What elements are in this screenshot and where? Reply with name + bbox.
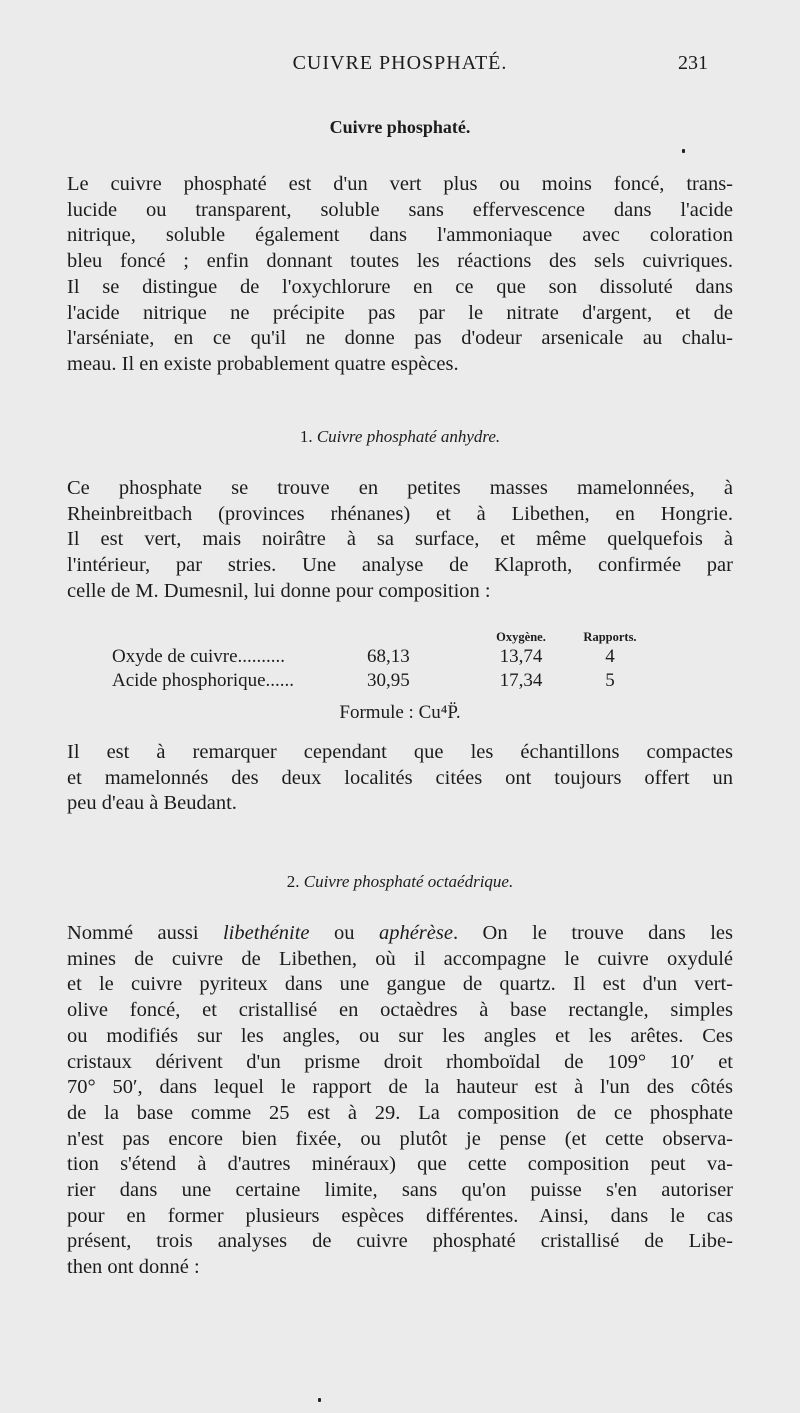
formula-value: Cu⁴P̈. <box>418 702 461 723</box>
text-line: Il est à remarquer cependant que les échantillons compactes <box>67 741 733 763</box>
subhead-octaedrique <box>0 872 800 892</box>
subhead-title: Cuivre phosphaté octaédrique. <box>303 872 514 891</box>
text-line: peu d'eau à Beudant. <box>67 792 237 815</box>
text-run: ou <box>309 922 379 944</box>
text-line: meau. Il en existe probablement quatre espèces. <box>67 352 459 375</box>
text-line: mines de cuivre de Libethen, où il accompagne le cuivre oxydulé <box>67 947 733 970</box>
text-line: ou modifiés sur les angles, ou sur les angles et les arêtes. Ces <box>67 1024 733 1047</box>
text-run: Nommé aussi <box>67 922 223 944</box>
subhead-anhydre <box>0 427 800 447</box>
table-row <box>112 669 640 693</box>
table-header-row <box>112 625 640 645</box>
ink-speck <box>318 1398 321 1402</box>
text-line: cristaux dérivent d'un prisme droit rhomboïdal de 109° 10′ et <box>67 1050 733 1073</box>
text-line: présent, trois analyses de cuivre phosphaté cristallisé de Libe- <box>67 1230 733 1253</box>
paragraph-intro <box>67 172 733 378</box>
text-line: et le cuivre pyriteux dans une gangue de quartz. Il est d'un vert- <box>67 973 733 996</box>
table-cell: 13,74 <box>499 646 543 667</box>
table-cell: Acide phosphorique...... <box>112 670 295 691</box>
paragraph-remark <box>67 740 733 817</box>
text-line: lucide ou transparent, soluble sans effervescence dans l'acide <box>67 198 733 221</box>
text-line: l'intérieur, par stries. Une analyse de Klaproth, confirmée par <box>67 554 733 577</box>
subhead-number: 1. <box>299 427 313 446</box>
text-line: then ont donné : <box>67 1256 200 1279</box>
text-run: . On le trouve dans les <box>452 922 733 944</box>
table-row <box>112 645 640 669</box>
text-line: Le cuivre phosphaté est d'un vert plus ou moins foncé, trans- <box>67 173 733 195</box>
table-cell: Oxyde de cuivre.......... <box>112 646 286 667</box>
analysis-table <box>112 625 640 693</box>
paragraph-octaedrique <box>67 921 733 1281</box>
running-title: CUIVRE PHOSPHATÉ. <box>292 52 508 74</box>
text-line: rier dans une certaine limite, sans qu'on puisse s'en autoriser <box>67 1179 733 1202</box>
table-header-oxygene: Oxygène. <box>496 630 546 644</box>
text-line: Rheinbreitbach (provinces rhénanes) et à Libethen, en Hongrie. <box>67 502 733 525</box>
subhead-title: Cuivre phosphaté anhydre. <box>316 427 501 446</box>
paragraph-anhydre <box>67 476 733 605</box>
page-number: 231 <box>678 52 708 74</box>
term-apherese: aphérèse <box>378 922 453 944</box>
text-line: n'est pas encore bien fixée, ou plutôt je pense (et cette observa- <box>67 1127 733 1150</box>
subhead-number: 2. <box>286 872 300 891</box>
table-header <box>367 625 462 645</box>
text-line: Il est vert, mais noirâtre à sa surface, et même quelquefois à <box>67 528 733 551</box>
text-line: l'arséniate, en ce qu'il ne donne pas d'odeur arsenicale au chalu- <box>67 327 733 350</box>
text-line: Ce phosphate se trouve en petites masses mamelonnées, à <box>67 477 733 499</box>
text-line: nitrique, soluble également dans l'ammoniaque avec coloration <box>67 224 733 247</box>
text-line <box>67 921 733 947</box>
section-title: Cuivre phosphaté. <box>329 117 471 137</box>
ink-speck <box>682 149 685 153</box>
text-line: bleu foncé ; enfin donnant toutes les réactions des sels cuivriques. <box>67 250 733 273</box>
table-cell: 68,13 <box>367 646 410 667</box>
table-cell: 5 <box>605 670 615 691</box>
formula <box>0 702 800 724</box>
table-header-rapports: Rapports. <box>583 630 637 644</box>
text-line: celle de M. Dumesnil, lui donne pour composition : <box>67 579 491 602</box>
text-line: 70° 50′, dans lequel le rapport de la hauteur est à l'un des côtés <box>67 1076 733 1099</box>
table-cell: 30,95 <box>367 670 410 691</box>
text-line: de la base comme 25 est à 29. La composition de ce phosphate <box>67 1101 733 1124</box>
running-head <box>0 52 800 82</box>
text-line: l'acide nitrique ne précipite pas par le nitrate d'argent, et de <box>67 301 733 324</box>
text-line: tion s'étend à d'autres minéraux) que cette composition peut va- <box>67 1153 733 1176</box>
term-libethenite: libethénite <box>222 922 310 944</box>
text-line: pour en former plusieurs espèces différentes. Ainsi, dans le cas <box>67 1204 733 1227</box>
text-line: Il se distingue de l'oxychlorure en ce que son dissoluté dans <box>67 275 733 298</box>
table-cell: 17,34 <box>499 670 543 691</box>
text-line: olive foncé, et cristallisé en octaèdres à base rectangle, simples <box>67 999 733 1022</box>
table-header <box>112 625 367 645</box>
text-line: et mamelonnés des deux localités citées ont toujours offert un <box>67 766 733 789</box>
formula-label: Formule : <box>339 702 414 723</box>
table-cell: 4 <box>605 646 615 667</box>
